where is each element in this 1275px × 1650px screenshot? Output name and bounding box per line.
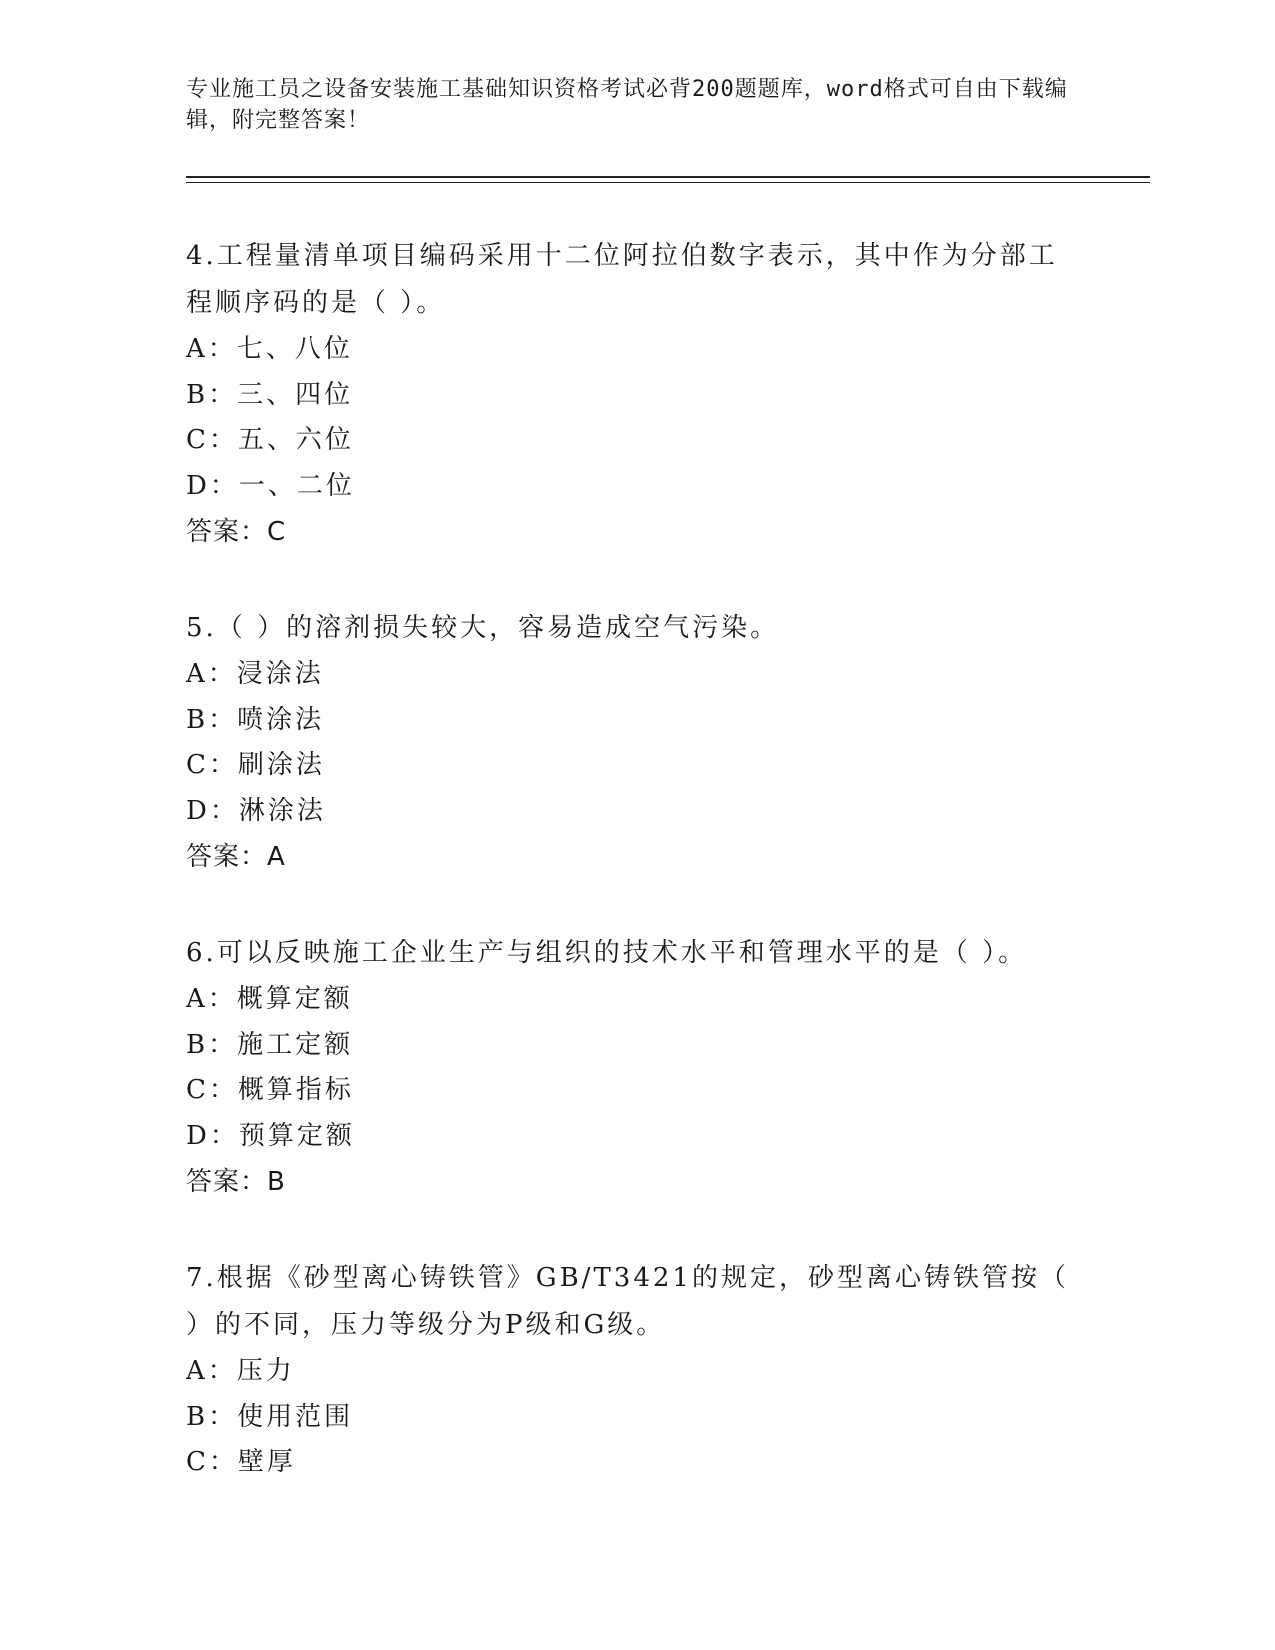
question-text: 5.（ ）的溶剂损失较大，容易造成空气污染。 — [186, 613, 780, 643]
option-b: B：三、四位 — [186, 379, 354, 410]
option-c: C：刷涂法 — [186, 750, 325, 780]
answer-text: 答案：B — [186, 1167, 286, 1197]
question-text: 7.根据《砂型离心铸铁管》GB/T3421的规定，砂型离心铸铁管按（ ）的不同，压力等级分为P级和G级。 — [186, 1263, 1069, 1340]
option-c: C：五、六位 — [186, 425, 354, 455]
option-a: A：概算定额 — [186, 984, 353, 1014]
question-list — [186, 233, 1086, 1535]
option-d: D：淋涂法 — [186, 795, 326, 826]
option-d: D：预算定额 — [186, 1120, 355, 1151]
option-a: A：浸涂法 — [186, 659, 324, 689]
option-c: C：壁厚 — [186, 1447, 296, 1477]
question-item — [186, 930, 1086, 1206]
header-rule-thick — [186, 176, 1150, 178]
question-text: 6.可以反映施工企业生产与组织的技术水平和管理水平的是（ ）。 — [186, 938, 1028, 968]
question-item — [186, 1255, 1086, 1486]
option-d: D：一、二位 — [186, 470, 355, 501]
option-b: B：喷涂法 — [186, 704, 325, 735]
answer-text: 答案：C — [186, 517, 287, 547]
option-c: C：概算指标 — [186, 1075, 354, 1105]
option-a: A：压力 — [186, 1356, 295, 1386]
question-item — [186, 233, 1086, 556]
document-title: 专业施工员之设备安装施工基础知识资格考试必背200题题库，word格式可自由下载编辑，附完整答案！ — [186, 77, 1068, 133]
question-text: 4.工程量清单项目编码采用十二位阿拉伯数字表示，其中作为分部工程顺序码的是（ ）。 — [186, 241, 1058, 318]
header-rule-thin — [186, 182, 1150, 183]
question-item — [186, 605, 1086, 881]
option-b: B：施工定额 — [186, 1029, 354, 1060]
option-a: A：七、八位 — [186, 334, 353, 364]
option-b: B：使用范围 — [186, 1401, 354, 1432]
answer-text: 答案：A — [186, 842, 286, 872]
